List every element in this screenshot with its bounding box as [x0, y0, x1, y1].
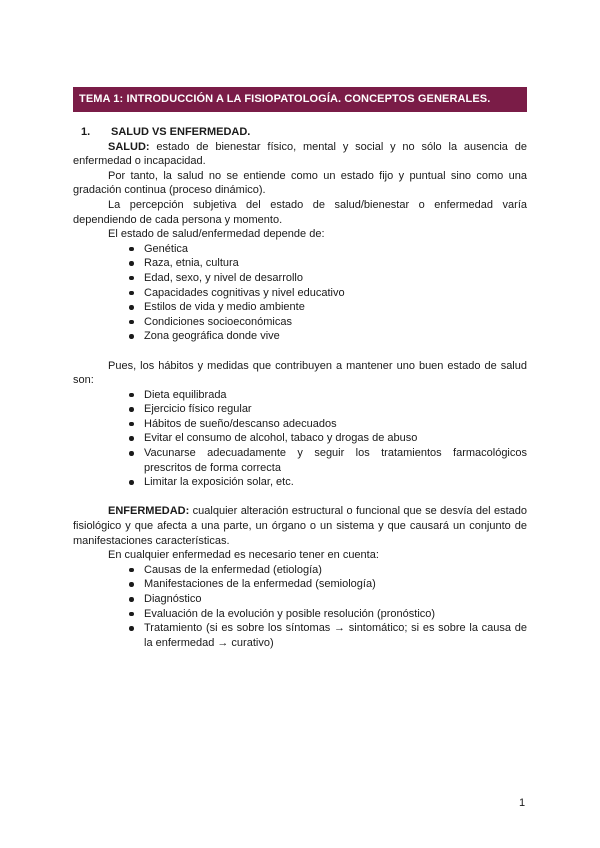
list-item: Dieta equilibrada	[73, 388, 527, 403]
list-item: Limitar la exposición solar, etc.	[73, 475, 527, 490]
list-item: Edad, sexo, y nivel de desarrollo	[73, 271, 527, 286]
list-item: Estilos de vida y medio ambiente	[73, 300, 527, 315]
salud-paragraph-3: La percepción subjetiva del estado de salud/bienestar o enfermedad varía dependiendo de cada persona y momento.	[73, 198, 527, 226]
list-item: Tratamiento (si es sobre los síntomas → sintomático; si es sobre la causa de la enfermedad → curativo)	[73, 621, 527, 650]
salud-term: SALUD:	[108, 140, 150, 153]
enfermedad-definition: cualquier alteración estructural o funcional que se desvía del estado fisiológico y que afecta a una parte, un órgano o un sistema y que causará un conjunto de manifestaciones características.	[73, 505, 527, 547]
list-item: Evitar el consumo de alcohol, tabaco y drogas de abuso	[73, 431, 527, 446]
salud-definition-paragraph	[73, 140, 527, 169]
list-item: Capacidades cognitivas y nivel educativo	[73, 286, 527, 301]
list-item: Condiciones socioeconómicas	[73, 315, 527, 330]
section-number: 1.	[81, 126, 91, 138]
content-body	[73, 125, 527, 650]
list-item: Ejercicio físico regular	[73, 402, 527, 417]
list-item: Zona geográfica donde vive	[73, 329, 527, 344]
section-title: SALUD VS ENFERMEDAD.	[111, 126, 251, 138]
list-item: Causas de la enfermedad (etiología)	[73, 563, 527, 578]
enfermedad-term: ENFERMEDAD:	[108, 505, 190, 518]
salud-paragraph-4: El estado de salud/enfermedad depende de:	[108, 228, 325, 241]
health-factors-list	[73, 242, 527, 344]
list-item: Evaluación de la evolución y posible resolución (pronóstico)	[73, 607, 527, 622]
disease-considerations-list	[73, 563, 527, 651]
enfermedad-definition-paragraph	[73, 504, 527, 548]
list-item: Diagnóstico	[73, 592, 527, 607]
section-heading	[73, 125, 527, 140]
salud-definition: estado de bienestar físico, mental y social y no sólo la ausencia de enfermedad o incapacidad.	[73, 140, 527, 168]
list-item: Genética	[73, 242, 527, 257]
enfermedad-intro: En cualquier enfermedad es necesario tener en cuenta:	[108, 549, 379, 562]
list-item: Raza, etnia, cultura	[73, 256, 527, 271]
list-item: Manifestaciones de la enfermedad (semiología)	[73, 577, 527, 592]
salud-paragraph-2: Por tanto, la salud no se entiende como un estado fijo y puntual sino como una gradación continua (proceso dinámico).	[73, 169, 527, 197]
page-number: 1	[519, 797, 526, 809]
habits-intro: Pues, los hábitos y medidas que contribuyen a mantener uno buen estado de salud son:	[73, 359, 527, 387]
list-item: Hábitos de sueño/descanso adecuados	[73, 417, 527, 432]
habits-list	[73, 388, 527, 490]
topic-banner: TEMA 1: INTRODUCCIÓN A LA FISIOPATOLOGÍA. CONCEPTOS GENERALES.	[73, 87, 527, 112]
list-item: Vacunarse adecuadamente y seguir los tratamientos farmacológicos prescritos de forma correcta	[73, 446, 527, 475]
